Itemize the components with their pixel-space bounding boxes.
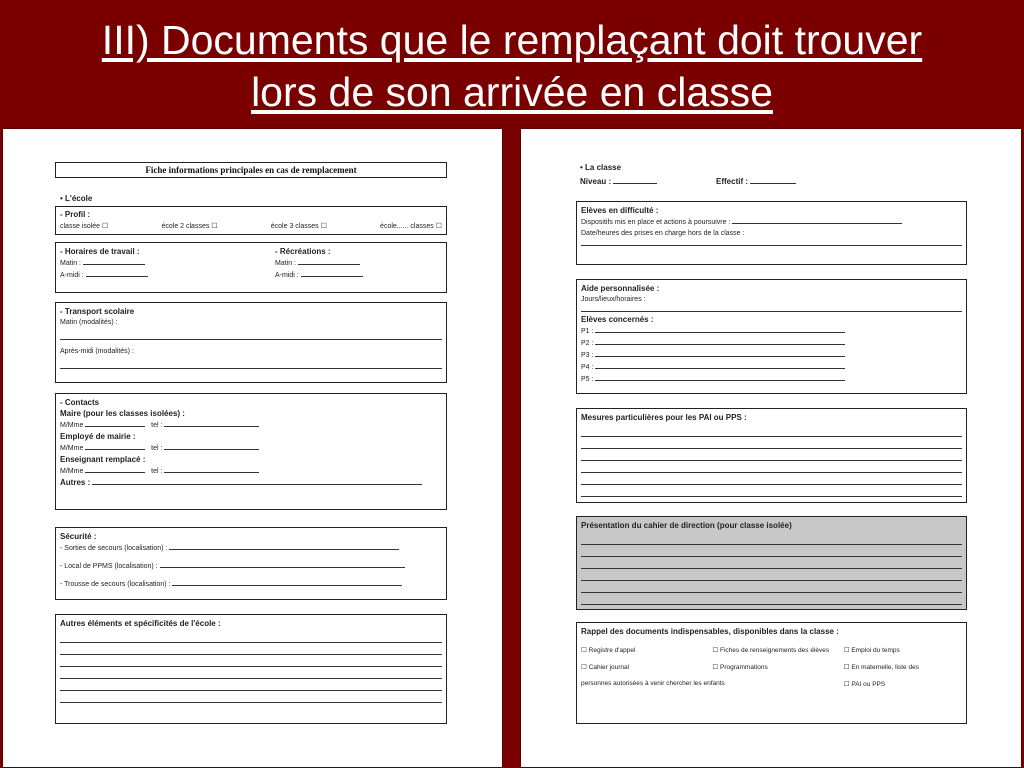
- eleves-difficulte-dispositifs: Dispositifs mis en place et actions à poursuivre :: [581, 219, 731, 226]
- presentation-header: Présentation du cahier de direction (pour classe isolée): [581, 521, 792, 530]
- aide-perso-p3: P3 :: [581, 352, 594, 359]
- rappel-box: [576, 622, 967, 724]
- eleves-difficulte-header: Elèves en difficulté :: [581, 206, 659, 215]
- classe-niveau: [580, 176, 657, 186]
- securite-trousse: - Trousse de secours (localisation) :: [60, 581, 171, 588]
- aide-perso-p5: P5 :: [581, 376, 594, 383]
- rappel-item: ☐ En maternelle, liste des: [843, 664, 919, 671]
- presentation-box: [576, 516, 967, 610]
- aide-perso-p1: P1 :: [581, 328, 594, 335]
- rappel-item: ☐ Fiches de renseignements des élèves: [712, 647, 830, 654]
- transport-aprem: Après-midi (modalités) :: [60, 348, 134, 355]
- slide-title: [0, 14, 1024, 118]
- contacts-autres: Autres :: [60, 478, 91, 487]
- profil-header: - Profil :: [60, 210, 91, 219]
- contacts-employe: Employé de mairie :: [60, 432, 136, 441]
- profil-option: école...... classes ☐: [380, 223, 442, 230]
- profil-option: classe isolée ☐: [60, 223, 109, 230]
- contacts-mme: M/Mme: [60, 445, 84, 452]
- ecole-label: • L'école: [60, 194, 93, 203]
- rappel-item: ☐ Emploi du temps: [843, 647, 900, 654]
- profil-box: [55, 206, 447, 235]
- eleves-difficulte-dates: Date/heures des prises en charge hors de la classe :: [581, 230, 745, 237]
- transport-matin: Matin (modalités) :: [60, 319, 118, 326]
- rappel-item: personnes autorisées à venir chercher les enfants: [581, 680, 725, 687]
- aide-perso-p4: P4 :: [581, 364, 594, 371]
- slide-title-line-1: III) Documents que le remplaçant doit trouver: [101, 17, 923, 63]
- aide-perso-box: [576, 279, 967, 394]
- slide-title-line-2: lors de son arrivée en classe: [251, 69, 773, 115]
- horaires-header: - Horaires de travail :: [60, 247, 140, 256]
- securite-ppms: - Local de PPMS (localisation) :: [60, 563, 158, 570]
- rappel-item: ☐ Programmations: [712, 664, 768, 671]
- horaires-aprem: A-midi :: [60, 272, 84, 279]
- contacts-tel: tel :: [151, 422, 163, 429]
- rappel-item: ☐ PAI ou PPS: [843, 681, 886, 688]
- horaires-matin: Matin :: [60, 260, 82, 267]
- classe-effectif: [716, 176, 796, 186]
- securite-header: Sécurité :: [60, 532, 97, 541]
- contacts-box: [55, 393, 447, 510]
- mesures-header: Mesures particulières pour les PAI ou PPS :: [581, 413, 747, 422]
- rappel-item: ☐ Registre d'appel: [581, 647, 636, 654]
- profil-option: école 2 classes ☐: [161, 223, 218, 230]
- mesures-box: [576, 408, 967, 503]
- contacts-tel: tel :: [151, 445, 163, 452]
- contacts-maire: Maire (pour les classes isolées) :: [60, 409, 185, 418]
- contacts-header: - Contacts: [60, 398, 100, 407]
- classe-label: • La classe: [580, 163, 622, 172]
- rappel-item: ☐ Cahier journal: [581, 664, 630, 671]
- profil-option: école 3 classes ☐: [270, 223, 327, 230]
- eleves-difficulte-box: [576, 201, 967, 265]
- contacts-mme: M/Mme: [60, 422, 84, 429]
- aide-perso-jours: Jours/lieux/horaires :: [581, 296, 646, 303]
- contacts-mme: M/Mme: [60, 468, 84, 475]
- autres-elements-header: Autres éléments et spécificités de l'école :: [60, 619, 221, 628]
- contacts-enseignant: Enseignant remplacé :: [60, 455, 146, 464]
- document-title: Fiche informations principales en cas de remplacement: [55, 162, 447, 178]
- aide-perso-eleves-header: Elèves concernés :: [581, 315, 654, 324]
- transport-header: - Transport scolaire: [60, 307, 135, 316]
- recreations-aprem: A-midi :: [275, 272, 299, 279]
- rappel-header: Rappel des documents indispensables, disponibles dans la classe :: [581, 627, 839, 636]
- aide-perso-p2: P2 :: [581, 340, 594, 347]
- classe-niveau-label: Niveau :: [580, 177, 612, 186]
- recreations-matin: Matin :: [275, 260, 297, 267]
- aide-perso-header: Aide personnalisée :: [581, 284, 660, 293]
- contacts-tel: tel :: [151, 468, 163, 475]
- autres-elements-box: [55, 614, 447, 724]
- transport-box: [55, 302, 447, 383]
- securite-sorties: - Sorties de secours (localisation) :: [60, 545, 168, 552]
- horaires-box: [55, 242, 447, 293]
- recreations-header: - Récréations :: [275, 247, 331, 256]
- classe-effectif-label: Effectif :: [716, 177, 748, 186]
- securite-box: [55, 527, 447, 600]
